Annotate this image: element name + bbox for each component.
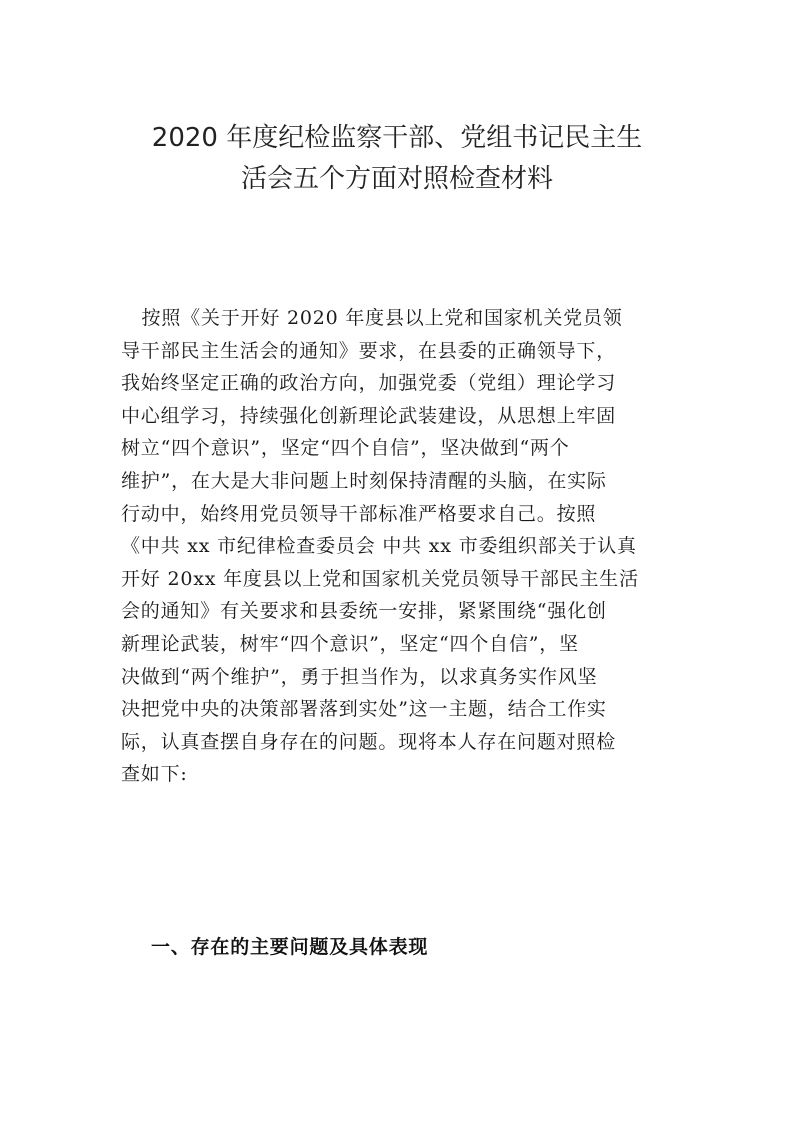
title-line: 活会五个方面对照检查材料 [240, 164, 553, 194]
section-heading: 一、存在的主要问题及具体表现 [151, 936, 429, 958]
paragraph-line: 行动中，始终用党员领导干部标准严格要求自己。按照 [121, 502, 597, 525]
paragraph-line: 按照《关于开好 2020 年度县以上党和国家机关党员领 [121, 307, 623, 329]
paragraph-line: 中心组学习，持续强化创新理论武装建设，从思想上牢固 [121, 404, 617, 427]
paragraph-line: 开好 20xx 年度县以上党和国家机关党员领导干部民主生活 [121, 567, 639, 590]
paragraph-line: 会的通知》有关要求和县委统一安排，紧紧围绕“强化创 [121, 600, 607, 623]
paragraph-line: 树立“四个意识”，坚定“四个自信”，坚决做到“两个 [121, 437, 570, 460]
paragraph-line: 际，认真查摆自身存在的问题。现将本人存在问题对照检 [121, 730, 617, 753]
paragraph-line: 查如下: [121, 763, 188, 786]
body-paragraph [121, 302, 669, 791]
paragraph-line: 我始终坚定正确的政治方向，加强党委（党组）理论学习 [121, 372, 617, 395]
paragraph-line: 决把党中央的决策部署落到实处”这一主题，结合工作实 [121, 698, 607, 721]
paragraph-line: 《中共 xx 市纪律检查委员会 中共 xx 市委组织部关于认真 [121, 535, 637, 558]
document-title [100, 118, 694, 200]
title-line: 2020 年度纪检监察干部、党组书记民主生 [151, 123, 643, 153]
paragraph-line: 导干部民主生活会的通知》要求，在县委的正确领导下， [121, 339, 617, 362]
paragraph-line: 维护”，在大是大非问题上时刻保持清醒的头脑，在实际 [121, 469, 607, 492]
paragraph-line: 决做到“两个维护”，勇于担当作为，以求真务实作风坚 [121, 665, 598, 688]
paragraph-line: 新理论武装，树牢“四个意识”，坚定“四个自信”，坚 [121, 632, 579, 655]
